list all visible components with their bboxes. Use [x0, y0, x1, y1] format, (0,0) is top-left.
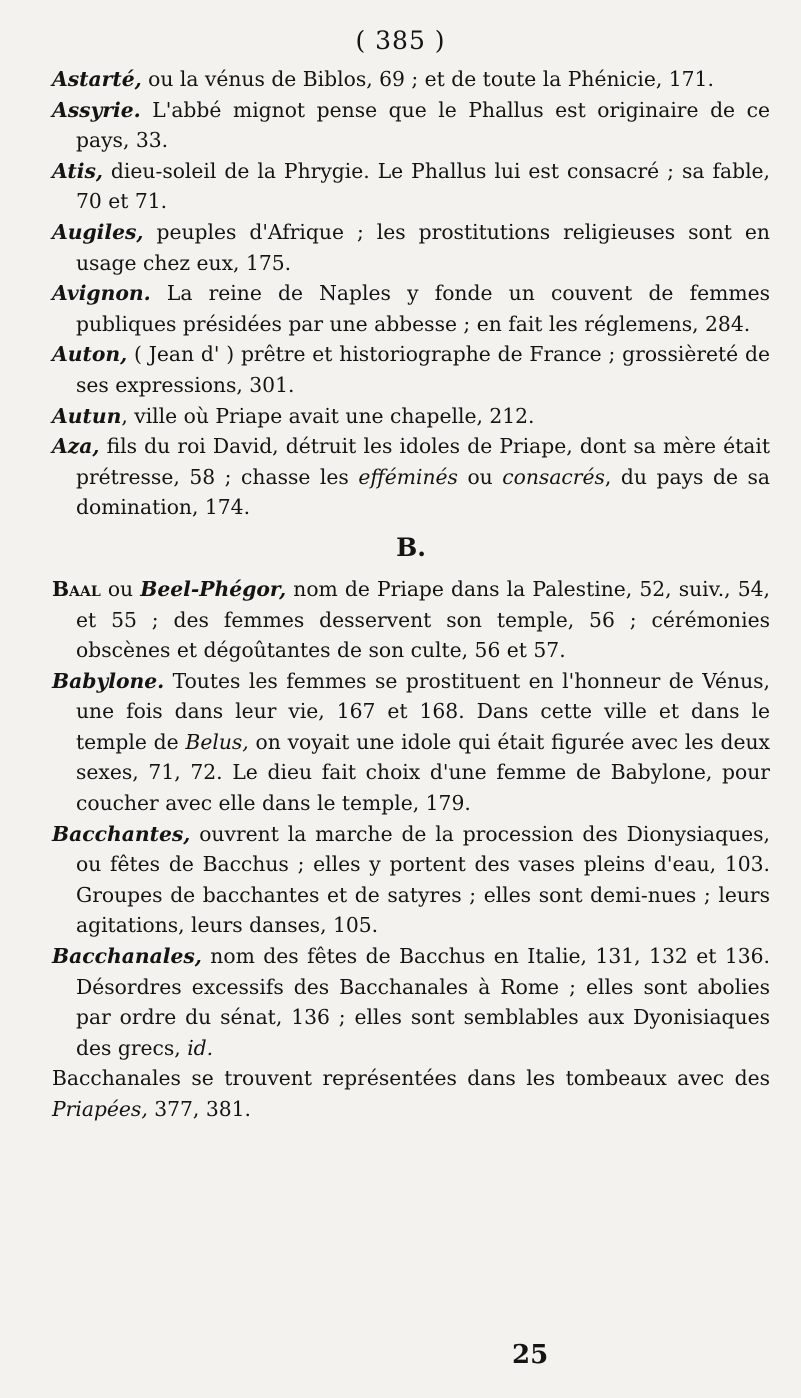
- index-entry: [52, 64, 770, 95]
- entries-list-b: [52, 574, 770, 1125]
- page-number: ( 385 ): [355, 26, 446, 55]
- index-entry: [52, 431, 770, 523]
- entry-text: fils du roi David, détruit les idoles de Priape, dont sa mère était prétresse, 58 ; chasse les: [76, 434, 770, 489]
- entry-headword: Aza,: [52, 434, 100, 459]
- entry-text: ouvrent la marche de la procession des Dionysiaques, ou fêtes de Bacchus ; elles y portent des vases pleins d'eau, 103. Groupes de bacchantes et de satyres ; elles sont demi-nues ; leurs agitations, leurs danses, 105.: [76, 821, 770, 938]
- entry-text: L'abbé mignot pense que le Phallus est originaire de ce pays, 33.: [76, 97, 770, 153]
- entries-list-a: [52, 64, 770, 523]
- entry-text: nom des fêtes de Bacchus en Italie, 131, 132 et 136. Désordres excessifs des Bacchanales à Rome ; elles sont abolies par ordre du sénat, 136 ; elles sont semblables aux Dyonisiaques des grecs,: [76, 944, 770, 1060]
- entry-headword: Bacchanales,: [52, 944, 202, 969]
- entry-headword: Autun: [52, 403, 122, 428]
- entry-text: 377, 381.: [147, 1097, 251, 1121]
- index-entry: [52, 278, 770, 339]
- entry-text: nom de Priape dans la Palestine, 52, suiv., 54, et 55 ; des femmes desservent son temple, 56 ; cérémonies obscènes et dégoûtantes de son culte, 56 et 57.: [76, 576, 770, 663]
- index-entry: [52, 1063, 770, 1124]
- entry-text: id.: [187, 1035, 214, 1060]
- entry-text: peuples d'Afrique ; les prostitutions religieuses sont en usage chez eux, 175.: [76, 219, 770, 275]
- entry-headword: Auton,: [52, 342, 128, 367]
- entry-headword: Babylone.: [52, 668, 165, 693]
- entry-text: Toutes les femmes se prostituent en l'honneur de Vénus, une fois dans leur vie, 167 et 168. Dans cette ville et dans le temple de: [76, 668, 770, 754]
- index-entry: [52, 95, 770, 156]
- entry-text: efféminés: [358, 464, 458, 489]
- entry-text: on voyait une idole qui était figurée avec les deux sexes, 71, 72. Le dieu fait choix d'une femme de Babylone, pour coucher avec elle dans le temple, 179.: [76, 729, 770, 816]
- index-entry: [52, 156, 770, 217]
- entry-text: Beel-Phégor,: [140, 576, 287, 601]
- index-entry: [52, 819, 770, 941]
- entry-text: ou: [100, 576, 141, 601]
- index-entry: [52, 666, 770, 819]
- index-entry: [52, 217, 770, 278]
- entry-headword: Baal: [52, 576, 101, 601]
- signature-mark: 25: [512, 1340, 549, 1370]
- entry-text: Bacchanales se trouvent représentées dans les tombeaux avec des: [52, 1066, 770, 1091]
- entry-text: dieu-soleil de la Phrygie. Le Phallus lui est consacré ; sa fable, 70 et 71.: [76, 158, 770, 214]
- section-letter: B.: [396, 532, 426, 562]
- index-entry: [52, 339, 770, 400]
- entry-text: ( Jean d' ) prêtre et historiographe de France ; grossièreté de ses expressions, 301.: [76, 342, 770, 397]
- entry-headword: Bacchantes,: [52, 821, 191, 846]
- index-entry: [52, 401, 770, 432]
- index-entry: [52, 574, 770, 666]
- entry-text: , du pays de sa domination, 174.: [76, 464, 770, 520]
- entry-headword: Assyrie.: [52, 97, 141, 122]
- entry-headword: Augiles,: [52, 219, 144, 244]
- entry-headword: Atis,: [52, 158, 103, 183]
- entry-headword: Avignon.: [52, 281, 151, 306]
- entry-text: Priapées,: [52, 1097, 148, 1121]
- entry-text: , ville où Priape avait une chapelle, 212.: [121, 403, 535, 428]
- entry-headword: Astarté,: [52, 67, 142, 91]
- entry-text: consacrés: [502, 464, 605, 489]
- entry-text: ou: [457, 464, 503, 489]
- index-entries: [52, 64, 770, 1125]
- index-entry: [52, 941, 770, 1063]
- entry-text: Belus,: [185, 729, 249, 754]
- entry-text: ou la vénus de Biblos, 69 ; et de toute la Phénicie, 171.: [141, 67, 714, 91]
- entry-text: La reine de Naples y fonde un couvent de femmes publiques présidées par une abbesse ; en fait les réglemens, 284.: [76, 281, 770, 336]
